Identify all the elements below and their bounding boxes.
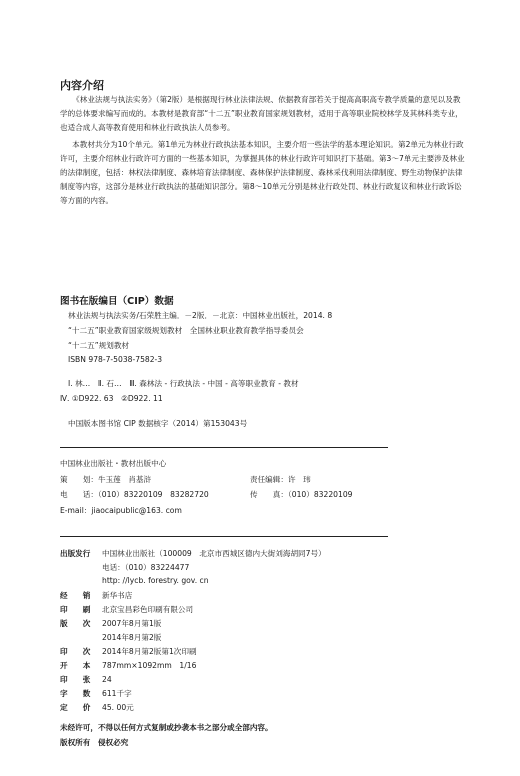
sheets-label: 印 张 [60, 675, 91, 684]
email-row [60, 505, 182, 516]
cip-classification-codes: Ⅳ. ①D922. 63 ②D922. 11 [60, 394, 163, 403]
words-row [60, 688, 132, 699]
textbook-center-name: 中国林业出版社・教材出版中心 [60, 459, 167, 468]
cip-isbn: ISBN 978-7-5038-7582-3 [68, 355, 163, 364]
impression-label: 印 次 [60, 647, 91, 656]
publisher-url: http: //lycb. forestry. gov. cn [102, 576, 209, 585]
publisher-phone: 电话：（010）83224477 [102, 563, 190, 572]
phone-label: 电 话： [60, 490, 98, 499]
price-label: 定 价 [60, 703, 91, 712]
fax-label: 传 真： [250, 490, 288, 499]
publisher-value: 中国林业出版社（100009 北京市西城区德内大街刘海胡同7号） [102, 549, 326, 558]
words-value: 611千字 [102, 689, 132, 698]
cip-line-1: 林业法规与执法实务/石荣胜主编．－2版．－北京：中国林业出版社，2014. 8 [68, 311, 333, 320]
distributor-row [60, 590, 132, 601]
phone-value: （010）83220109 83282720 [97, 490, 209, 499]
fax-value: （010）83220109 [287, 490, 353, 499]
publisher-row [60, 548, 326, 559]
format-row [60, 660, 196, 671]
rights-reserved: 版权所有 侵权必究 [60, 738, 129, 747]
cip-heading: 图书在版编目（CIP）数据 [60, 296, 174, 307]
phone-row [60, 489, 209, 500]
price-value: 45. 00元 [102, 703, 134, 712]
intro-heading: 内容介绍 [60, 79, 104, 92]
planner-value: 牛玉莲 肖基浒 [97, 475, 152, 484]
divider-bottom [60, 536, 388, 537]
edition-value-1: 2007年8月第1版 [102, 619, 162, 628]
intro-paragraph-2: 本教材共分为10个单元。第1单元为林业行政执法基本知识，主要介绍一些法学的基本理论知识。第2单元为林业行政许可，主要介绍林业行政许可方面的一些基本知识，为掌握具体的林业行政许可知识打下基础。第3～7单元主要涉及林业的法律制度，包括：林权法律制度、森林培育法律制度、森林保护法律制度、森林采伐利用法律制度、野生动物保护法律制度等内容，这部分是林业行政执法的基础知识部分。第8～10单元分别是林业行政处罚、林业行政复议和林业行政诉讼等方面的内容。 [60, 140, 465, 205]
impression-value: 2014年8月第2版第1次印刷 [102, 647, 197, 656]
editor-value: 许 玮 [287, 475, 311, 484]
publisher-label: 出版发行 [60, 549, 91, 558]
format-label: 开 本 [60, 661, 91, 670]
impression-row [60, 646, 197, 657]
email-label: E-mail： [60, 506, 92, 515]
sheets-value: 24 [102, 675, 112, 684]
intro-paragraph-1: 《林业法规与执法实务》（第2版）是根据现行林业法律法规、依据教育部若关于提高高职高专教学质量的意见以及教学的总体要求编写而成的。本教材是教育部“十二五”职业教育国家规划教材，适用于高等职业院校林学及其林科类专业，也适合成人高等教育使用和林业行政执法人员参考。 [60, 95, 463, 132]
divider-top [60, 447, 388, 448]
planner-row [60, 474, 151, 485]
sheets-row [60, 674, 112, 685]
cip-line-2: “十二五”职业教育国家级规划教材 全国林业职业教育教学指导委员会 [68, 326, 304, 335]
copyright-notice: 未经许可，不得以任何方式复制或抄袭本书之部分或全部内容。 [60, 723, 273, 732]
edition-value-2: 2014年8月第2版 [102, 633, 162, 642]
printer-label: 印 刷 [60, 605, 91, 614]
cip-classification: Ⅰ. 林… Ⅱ. 石… Ⅲ. 森林法 - 行政执法 - 中国 - 高等职业教育 - 教材 [68, 379, 299, 388]
price-row [60, 702, 134, 713]
editor-row [250, 474, 311, 485]
edition-row [60, 618, 161, 629]
words-label: 字 数 [60, 689, 91, 698]
format-value: 787mm×1092mm 1/16 [102, 661, 197, 670]
editor-label: 责任编辑： [250, 475, 288, 484]
distributor-value: 新华书店 [102, 591, 133, 600]
printer-row [60, 604, 193, 615]
edition-label: 版 次 [60, 619, 91, 628]
printer-value: 北京宝昌彩色印刷有限公司 [102, 605, 194, 614]
cip-record-number: 中国版本图书馆 CIP 数据核字（2014）第153043号 [68, 419, 248, 428]
distributor-label: 经 销 [60, 591, 91, 600]
cip-line-3: “十二五”规划教材 [68, 341, 130, 350]
email-value: jiaocaipublic@163. com [91, 506, 182, 515]
planner-label: 策 划： [60, 475, 98, 484]
fax-row [250, 489, 353, 500]
